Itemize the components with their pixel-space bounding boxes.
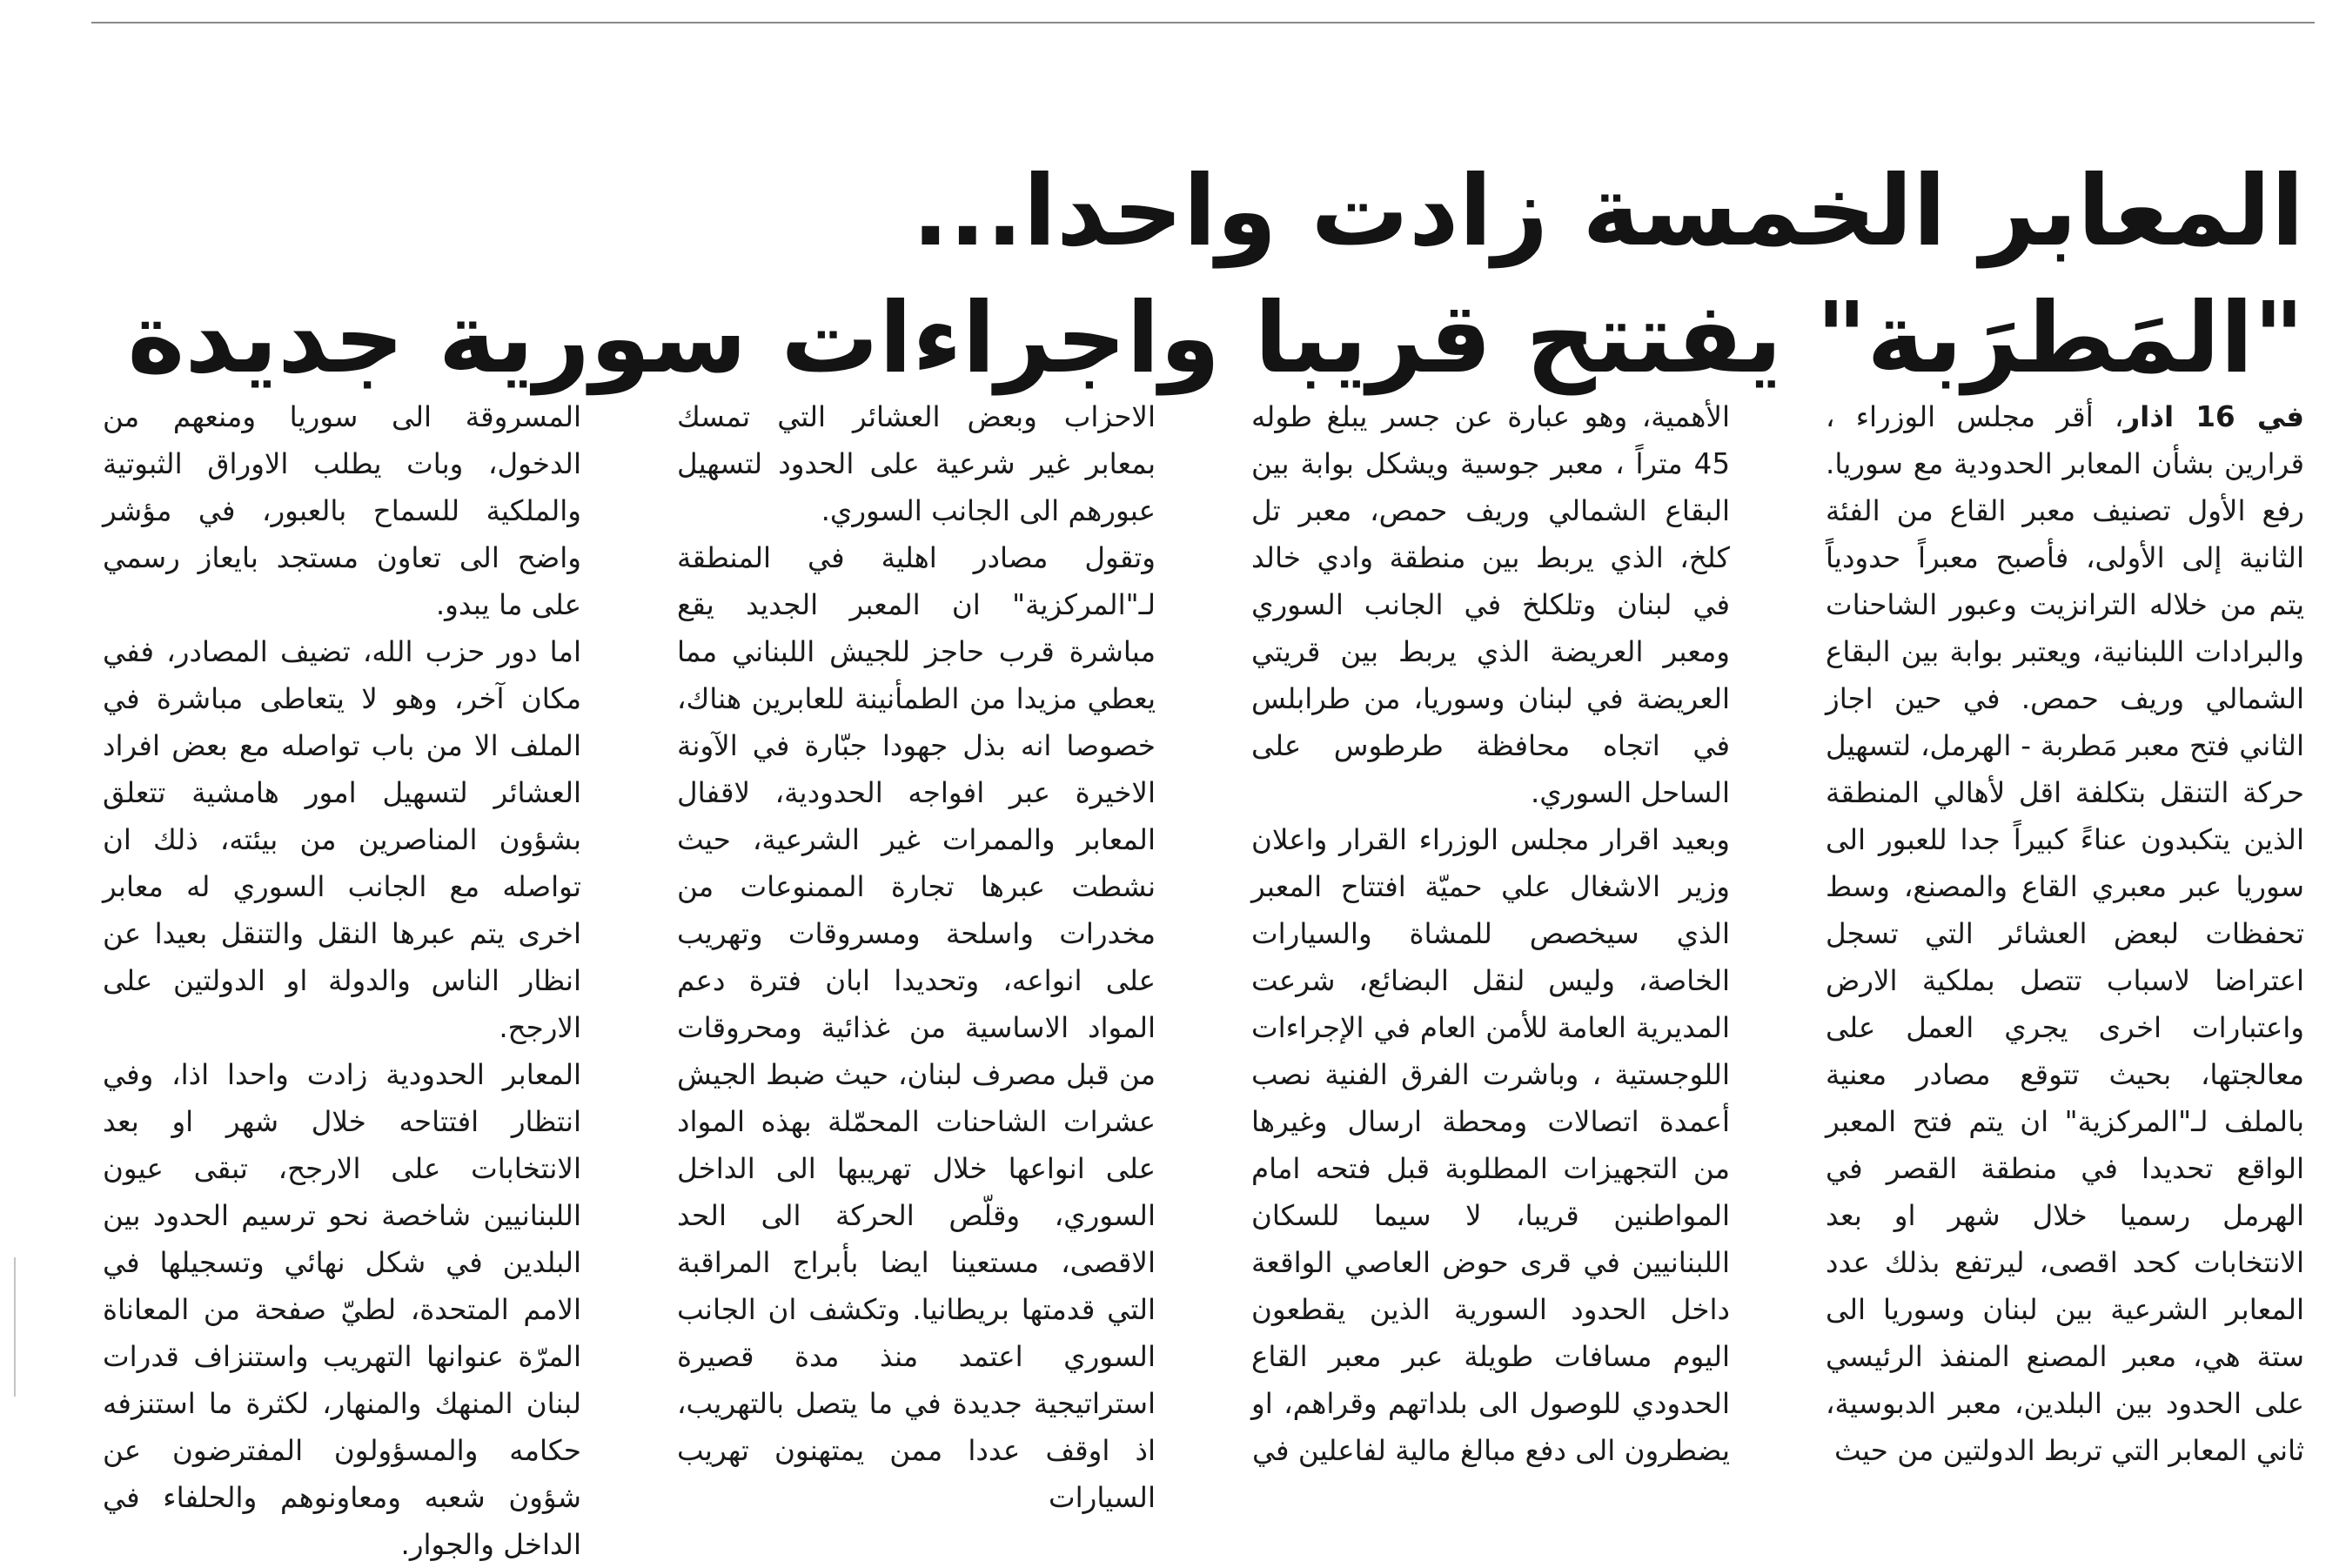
column-4-paragraph-3: المعابر الحدودية زادت واحدا اذا، وفي انتظار افتتاحه خلال شهر او بعد الانتخابات على الارجح، تبقى عيون اللبنانيين شاخصة نحو ترسيم الحدود بين البلدين في شكل نهائي وتسجيلها في الامم المتحدة، لطيّ صفحة من المعاناة المرّة عنوانها التهريب واستنزاف قدرات لبنان المنهك والمنهار، لكثرة ما استنزفه حكامه والمسؤولون المفترضون عن شؤون شعبه ومعاونوهم والحلفاء في الداخل والجوار. [103,1058,581,1561]
column-3-paragraph-1: الاحزاب وبعض العشائر التي تمسك بمعابر غير شرعية على الحدود لتسهيل عبورهم الى الجانب السوري. [677,400,1156,527]
headline-line-2: "المَطرَبة" يفتتح قريبا واجراءات سورية جديدة [127,282,2304,396]
article-column-1 [1826,393,2304,1474]
article-column-2 [1251,393,1730,1474]
column-4-paragraph-2: اما دور حزب الله، تضيف المصادر، ففي مكان آخر، وهو لا يتعاطى مباشرة في الملف الا من باب تواصله مع بعض افراد العشائر لتسهيل امور هامشية تتعلق بشؤون المناصرين من بيئته، ذلك ان تواصله مع الجانب السوري له معابر اخرى يتم عبرها النقل والتنقل بعيدا عن انظار الناس والدولة او الدولتين على الارجح. [103,635,581,1044]
column-1-paragraph-1 [1826,393,2304,1474]
left-page-edge [14,1257,16,1397]
column-2-paragraph-1: الأهمية، وهو عبارة عن جسر يبلغ طوله 45 متراً ، معبر جوسية ويشكل بوابة بين البقاع الشمالي وريف حمص، معبر تل كلخ، الذي يربط بين منطقة وادي خالد في لبنان وتلكلخ في الجانب السوري ومعبر العريضة الذي يربط بين قريتي العريضة في لبنان وسوريا، من طرابلس في اتجاه محافظة طرطوس على الساحل السوري. [1251,400,1730,809]
article-column-3 [677,393,1156,1521]
column-2-paragraph-2: وبعيد اقرار مجلس الوزراء القرار واعلان وزير الاشغال علي حميّة افتتاح المعبر الذي سيخصص للمشاة والسيارات الخاصة، وليس لنقل البضائع، شرعت المديرية العامة للأمن العام في الإجراءات اللوجستية ، وباشرت الفرق الفنية نصب أعمدة اتصالات ومحطة ارسال وغيرها من التجهيزات المطلوبة قبل فتحه امام المواطنين قريبا، لا سيما للسكان اللبنانيين في قرى حوض العاصي الواقعة داخل الحدود السورية الذين يقطعون اليوم مسافات طويلة عبر معبر القاع الحدودي للوصول الى بلداتهم وقراهم، او يضطرون الى دفع مبالغ مالية لفاعلين في [1251,823,1730,1467]
lead-date: في 16 اذار [2123,400,2304,433]
column-1-paragraph-1-text: ، أقر مجلس الوزراء ، قرارين بشأن المعابر الحدودية مع سوريا. رفع الأول تصنيف معبر القاع من الفئة الثانية إلى الأولى، فأصبح معبراً حدودياً يتم من خلاله الترانزيت وعبور الشاحنات والبرادات اللبنانية، ويعتبر بوابة بين البقاع الشمالي وريف حمص. في حين اجاز الثاني فتح معبر مَطربة - الهرمل، لتسهيل حركة التنقل بتكلفة اقل لأهالي المنطقة الذين يتكبدون عناءً كبيراً جدا للعبور الى سوريا عبر معبري القاع والمصنع، وسط تحفظات لبعض العشائر التي تسجل اعتراضا لاسباب تتصل بملكية الارض واعتبارات اخرى يجري العمل على معالجتها، بحيث تتوقع مصادر معنية بالملف لـ"المركزية" ان يتم فتح المعبر الواقع تحديدا في منطقة القصر في الهرمل رسميا خلال شهر او بعد الانتخابات كحد اقصى، ليرتفع بذلك عدد المعابر الشرعية بين لبنان وسوريا الى ستة هي، معبر المصنع المنفذ الرئيسي على الحدود بين البلدين، معبر الدبوسية، ثاني المعابر التي تربط الدولتين من حيث [1826,400,2304,1467]
headline-line-1: المعابر الخمسة زادت واحدا... [912,155,2304,269]
article-column-4 [103,393,581,1568]
top-divider-line [91,22,2315,23]
column-4-paragraph-1: المسروقة الى سوريا ومنعهم من الدخول، وبات يطلب الاوراق الثبوتية والملكية للسماح بالعبور، في مؤشر واضح الى تعاون مستجد بايعاز رسمي على ما يبدو. [103,400,581,621]
column-3-paragraph-2: وتقول مصادر اهلية في المنطقة لـ"المركزية" ان المعبر الجديد يقع مباشرة قرب حاجز للجيش اللبناني مما يعطي مزيدا من الطمأنينة للعابرين هناك، خصوصا انه بذل جهودا جبّارة في الآونة الاخيرة عبر افواجه الحدودية، لاقفال المعابر والممرات غير الشرعية، حيث نشطت عبرها تجارة الممنوعات من مخدرات واسلحة ومسروقات وتهريب على انواعه، وتحديدا ابان فترة دعم المواد الاساسية من غذائية ومحروقات من قبل مصرف لبنان، حيث ضبط الجيش عشرات الشاحنات المحمّلة بهذه المواد على انواعها خلال تهريبها الى الداخل السوري، وقلّص الحركة الى الحد الاقصى، مستعينا ايضا بأبراج المراقبة التي قدمتها بريطانيا. وتكشف ان الجانب السوري اعتمد منذ مدة قصيرة استراتيجية جديدة في ما يتصل بالتهريب، اذ اوقف عددا ممن يمتهنون تهريب السيارات [677,541,1156,1514]
